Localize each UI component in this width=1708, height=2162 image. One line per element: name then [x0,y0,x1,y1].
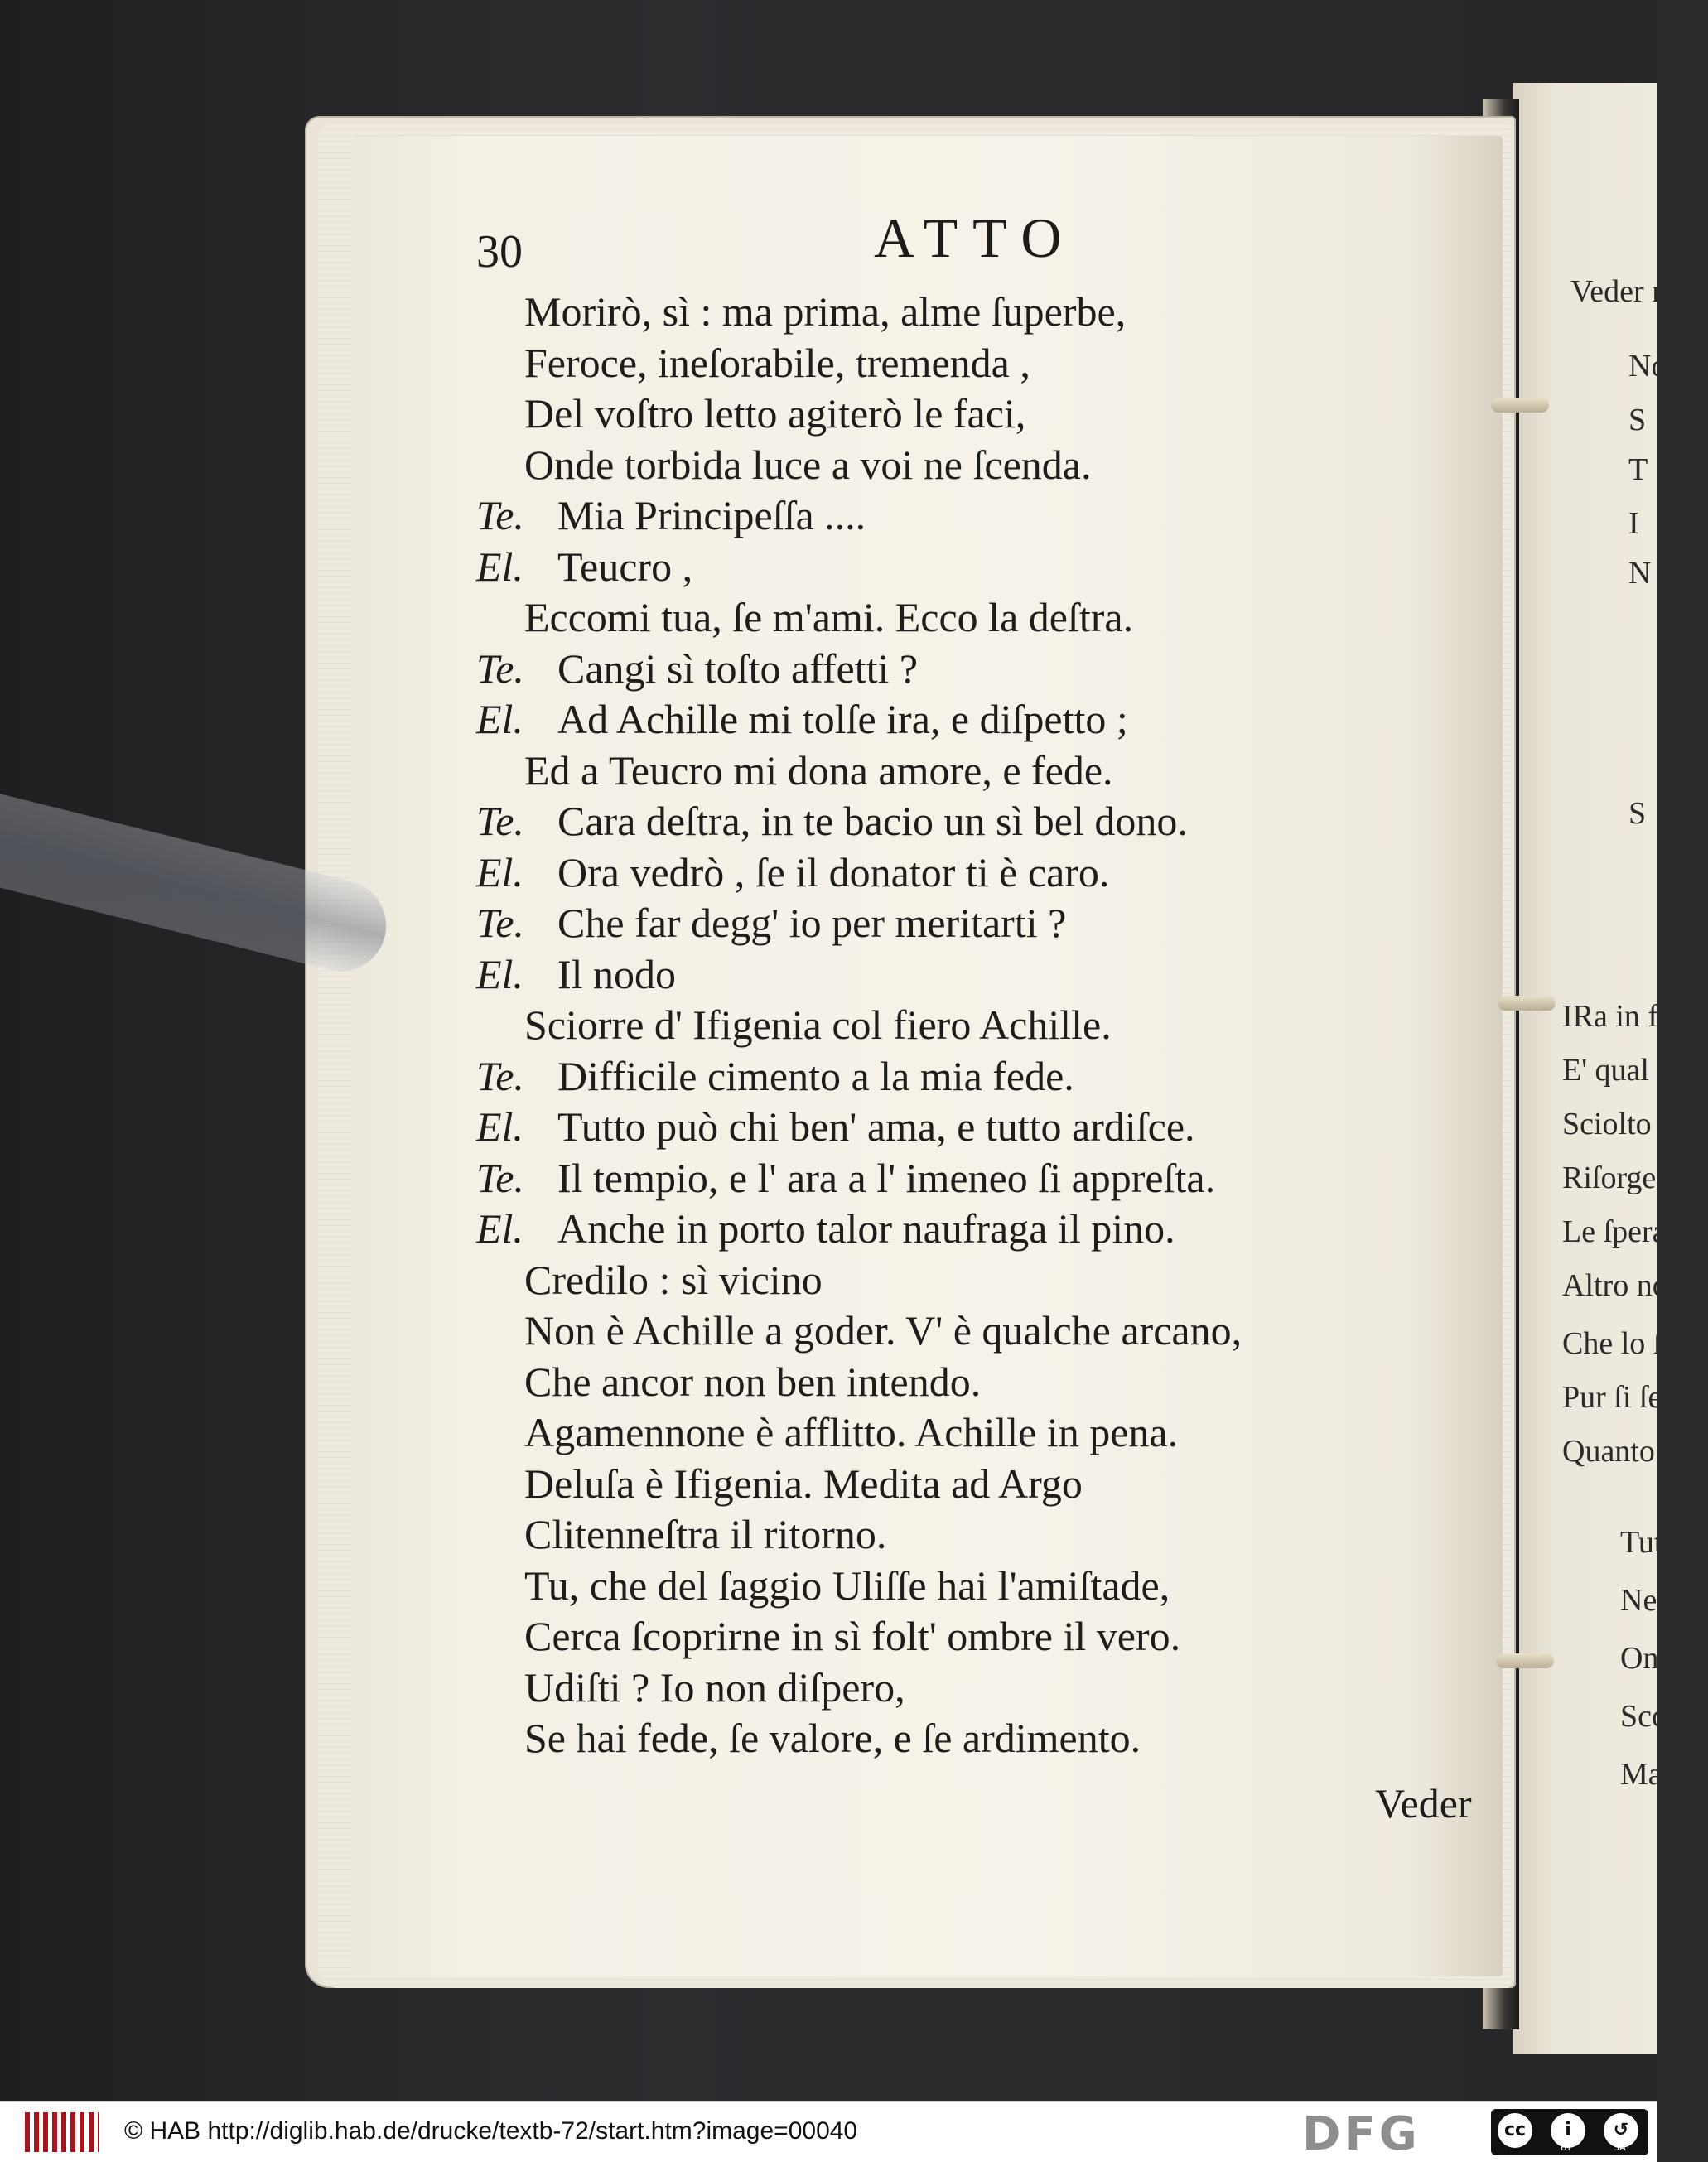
verse-text: Ad Achille mi tolſe ira, e diſpetto ; [557,696,1128,742]
verse-text: Non è Achille a goder. V' è qualche arcano, [524,1307,1242,1354]
facing-page [1513,83,1708,2054]
facing-page-line: Tutt [1620,1525,1672,1560]
facing-page-line: Onc [1620,1641,1673,1676]
dialogue-text [476,287,1503,1764]
verse-text: Ora vedrò , ſe il donator ti è caro. [557,848,1110,895]
verse-text: Il tempio, e l' ara a l' imeneo ſi appreſta. [557,1154,1216,1201]
text-line [476,1561,1503,1612]
verse-text: Morirò, sì : ma prima, alme ſuperbe, [524,288,1127,335]
share-alike-icon: ↺ [1604,2113,1638,2148]
verse-text: Il nodo [557,950,677,997]
text-line [476,338,1503,389]
text-line [476,1663,1503,1714]
text-line [476,898,1503,949]
text-line [476,1305,1503,1357]
facing-page-line: Altro non [1562,1268,1684,1303]
facing-page-line: No [1628,349,1667,384]
text-line [476,949,1503,1001]
text-line [476,1509,1503,1561]
text-line [476,796,1503,847]
speaker-label: Te. [476,900,524,946]
speaker-label: El. [476,848,523,895]
text-line [476,1051,1503,1103]
verse-text: Tutto può chi ben' ama, e tutto ardiſce. [557,1103,1195,1150]
facing-page-line: Veder m [1570,274,1677,309]
text-line [476,542,1503,593]
verse-text: Del voſtro letto agiterò le faci, [524,390,1026,437]
text-line [476,694,1503,746]
page-number: 30 [476,226,523,277]
verse-text: Onde torbida luce a voi ne ſcenda. [524,441,1092,488]
facing-page-line: Le ſperan [1562,1214,1682,1249]
binding-thread-middle [1498,996,1556,1011]
text-line [476,1153,1503,1204]
verse-text: Cara deſtra, in te bacio un sì bel dono. [557,798,1188,844]
facing-page-line: Pur ſi ſerva [1562,1380,1702,1415]
cc-icon: cc [1498,2113,1532,2148]
text-line [476,1713,1503,1764]
facing-page-line: Ne [1620,1583,1657,1618]
text-line [476,592,1503,644]
verse-text: Che ancor non ben intendo. [524,1358,982,1405]
text-line [476,847,1503,899]
hab-logo-icon [25,2112,99,2152]
speaker-label: Te. [476,492,524,538]
text-line [476,1611,1503,1663]
facing-page-line: Scor [1620,1699,1678,1734]
text-line [476,1102,1503,1153]
verse-text: Udiſti ? Io non diſpero, [524,1663,905,1711]
facing-page-line: S [1628,403,1647,437]
running-head: ATTO [874,206,1077,269]
facing-page-line: Ma c [1620,1757,1685,1792]
verse-text: Feroce, ineſorabile, tremenda , [524,339,1030,386]
attribution-icon: i [1551,2113,1585,2148]
text-line [476,490,1503,542]
verse-text: Tu, che del ſaggio Uliſſe hai l'amiſtade, [524,1561,1170,1609]
license-by-label: BY [1561,2142,1572,2153]
facing-page-line: N [1628,556,1652,591]
verse-text: Eccomi tua, ſe m'ami. Ecco la deſtra. [524,594,1134,640]
license-sa-label: SA [1614,2142,1626,2153]
text-line [476,1255,1503,1306]
verse-text: Cerca ſcoprirne in sì folt' ombre il vero. [524,1613,1181,1659]
page-header [476,205,1495,280]
verse-text: Agamennone è afflitto. Achille in pena. [524,1409,1179,1455]
verse-text: Teucro , [557,543,693,590]
speaker-label: El. [476,1103,523,1150]
facing-page-line: Sciolto a g [1562,1107,1697,1141]
dfg-logo: DFG [1302,2107,1421,2161]
verse-text: Difficile cimento a la mia fede. [557,1052,1074,1099]
speaker-label: El. [476,696,523,742]
verse-text: Ed a Teucro mi dona amore, e fede. [524,746,1113,794]
facing-page-line: IRa in fem [1562,999,1697,1034]
text-line [476,644,1503,695]
verse-text: Deluſa è Ifigenia. Medita ad Argo [524,1460,1083,1507]
verse-text: Credilo : sì vicino [524,1256,823,1303]
text-line [476,1357,1503,1408]
binding-thread-bottom [1496,1653,1554,1668]
text-line [476,1204,1503,1255]
speaker-label: Te. [476,644,524,692]
speaker-label: El. [476,1205,523,1252]
verse-text: Mia Principeſſa .... [557,492,866,538]
speaker-label: Te. [476,798,524,844]
viewer-footer [0,2101,1657,2162]
text-line [476,388,1503,440]
copyright-link[interactable]: © HAB http://diglib.hab.de/drucke/textb-72/start.htm?image=00040 [124,2117,858,2145]
text-line [476,1000,1503,1051]
text-line [476,287,1503,338]
verse-text: Che far degg' io per meritarti ? [557,900,1067,946]
verse-text: Sciorre d' Ifigenia col fiero Achille. [524,1001,1112,1048]
facing-page-line: I [1628,506,1639,541]
speaker-label: El. [476,950,523,997]
facing-page-line: Riſorgeran [1562,1161,1696,1195]
facing-page-line: Quanto l' o [1562,1434,1701,1469]
text-line [476,1407,1503,1459]
speaker-label: El. [476,543,523,590]
verse-text: Anche in porto talor naufraga il pino. [557,1205,1175,1252]
verse-text: Se hai fede, ſe valore, e ſe ardimento. [524,1715,1141,1761]
text-line [476,440,1503,491]
speaker-label: Te. [476,1052,524,1099]
text-line [476,746,1503,797]
facing-page-line: E' qual ſpur [1562,1053,1708,1088]
catchword: Veder [1375,1780,1472,1827]
facing-page-line: S [1628,796,1647,831]
license-badge[interactable] [1491,2109,1648,2155]
text-line [476,1459,1503,1510]
facing-page-line: T [1628,452,1648,487]
facing-page-line: Che lo ſpre [1562,1326,1702,1361]
speaker-label: Te. [476,1154,524,1201]
verse-text: Clitenneſtra il ritorno. [524,1511,887,1557]
verse-text: Cangi sì toſto affetti ? [557,644,919,692]
